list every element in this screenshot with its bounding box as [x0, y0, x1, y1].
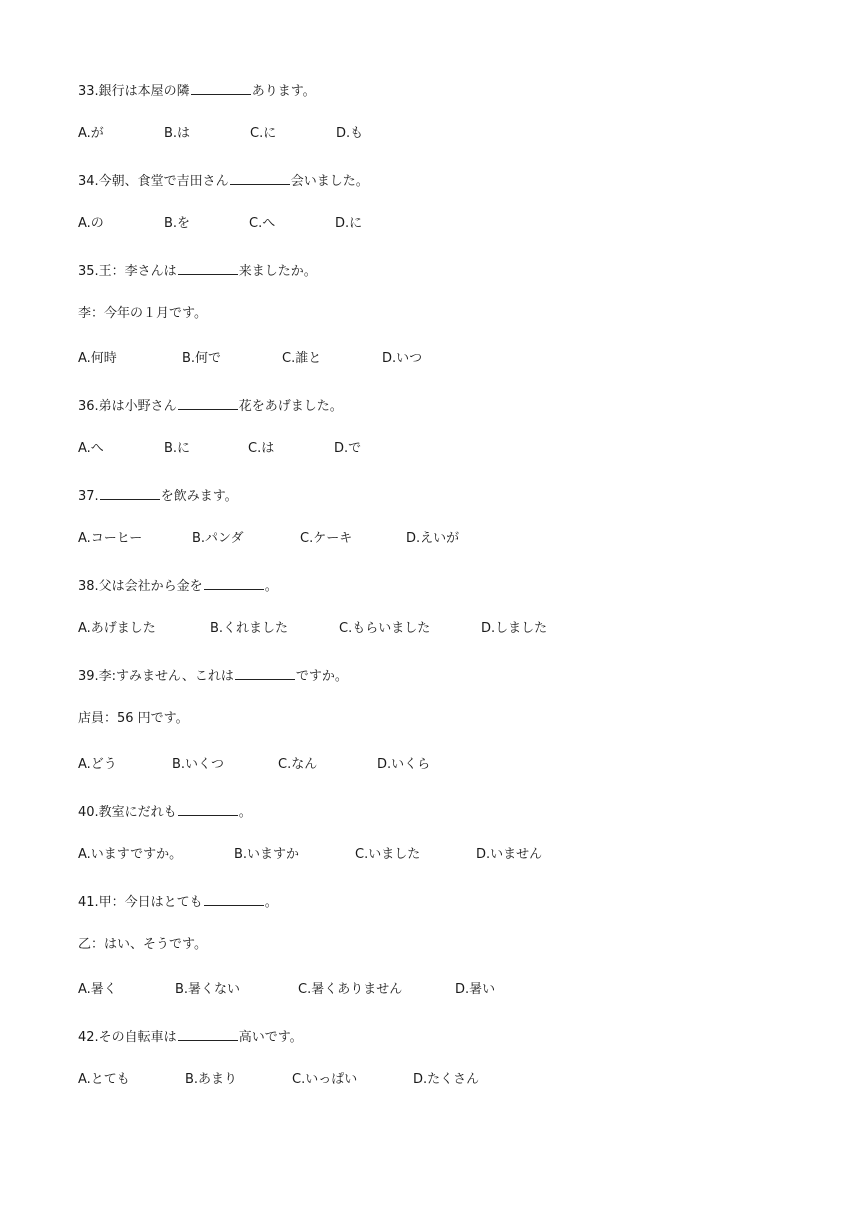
question-text: 39.李:すみません、これは	[78, 669, 234, 684]
question-36-stem	[78, 395, 343, 416]
question-39-stem	[78, 665, 348, 686]
option-b: B.いくつ	[172, 757, 225, 772]
question-38-options	[78, 620, 547, 638]
question-text: を飲みます。	[160, 489, 238, 504]
option-d: D.で	[334, 441, 362, 456]
question-33-stem	[78, 80, 316, 101]
option-a: A.の	[78, 216, 104, 231]
option-a: A.暑く	[78, 982, 117, 997]
question-39-options	[78, 756, 430, 774]
option-b: B.に	[164, 441, 191, 456]
option-d: D.いません	[476, 847, 543, 862]
option-a: A.コーヒー	[78, 531, 143, 546]
option-a: A.が	[78, 126, 104, 141]
option-b: B.いますか	[234, 847, 300, 862]
question-37-options	[78, 530, 459, 548]
option-b: B.暑くない	[175, 982, 241, 997]
question-text: 33.銀行は本屋の隣	[78, 84, 190, 99]
option-d: D.も	[336, 126, 364, 141]
option-c: C.暑くありません	[298, 982, 403, 997]
question-text: 。	[264, 579, 278, 594]
option-b: B.あまり	[185, 1072, 238, 1087]
answer-blank	[100, 485, 160, 500]
question-40-options	[78, 846, 542, 864]
question-text: 42.その自転車は	[78, 1030, 177, 1045]
option-d: D.に	[335, 216, 363, 231]
answer-blank	[235, 665, 295, 680]
question-text: 34.今朝、食堂で吉田さん	[78, 174, 229, 189]
option-d: D.たくさん	[413, 1072, 480, 1087]
question-text: 。	[238, 805, 252, 820]
option-c: C.は	[248, 441, 275, 456]
question-41-dialog: 乙：はい、そうです。	[78, 937, 207, 952]
answer-blank	[178, 260, 238, 275]
question-text: 40.教室にだれも	[78, 805, 177, 820]
question-34-stem	[78, 170, 369, 191]
option-b: B.は	[164, 126, 191, 141]
answer-blank	[178, 395, 238, 410]
option-c: C.いました	[355, 847, 421, 862]
question-42-options	[78, 1071, 479, 1089]
question-text: 36.弟は小野さん	[78, 399, 177, 414]
question-text: 来ましたか。	[238, 264, 317, 279]
question-34-options	[78, 215, 362, 233]
option-c: C.に	[250, 126, 277, 141]
question-text: 38.父は会社から金を	[78, 579, 203, 594]
option-a: A.どう	[78, 757, 117, 772]
question-36-options	[78, 440, 361, 458]
option-d: D.暑い	[455, 982, 496, 997]
option-a: A.とても	[78, 1072, 130, 1087]
option-d: D.いくら	[377, 757, 431, 772]
question-41-stem	[78, 891, 278, 912]
option-c: C.もらいました	[339, 621, 431, 636]
question-text: ですか。	[295, 669, 348, 684]
option-a: A.いますですか。	[78, 847, 183, 862]
option-a: A.何時	[78, 351, 117, 366]
answer-blank	[178, 801, 238, 816]
option-b: B.何で	[182, 351, 222, 366]
option-d: D.しました	[481, 621, 548, 636]
answer-blank	[204, 575, 264, 590]
question-text: 41.甲：今日はとても	[78, 895, 203, 910]
question-39-dialog: 店員：56 円です。	[78, 711, 189, 726]
option-c: C.誰と	[282, 351, 322, 366]
question-41-options	[78, 981, 495, 999]
question-38-stem	[78, 575, 278, 596]
option-b: B.を	[164, 216, 191, 231]
question-35-dialog: 李：今年の１月です。	[78, 306, 207, 321]
question-42-stem	[78, 1026, 303, 1047]
answer-blank	[230, 170, 290, 185]
question-text: 高いです。	[238, 1030, 303, 1045]
question-text: 会いました。	[290, 174, 369, 189]
option-b: B.パンダ	[192, 531, 244, 546]
answer-blank	[204, 891, 264, 906]
question-text: 花をあげました。	[238, 399, 343, 414]
option-c: C.へ	[249, 216, 276, 231]
question-text: 37.	[78, 489, 99, 504]
option-a: A.あげました	[78, 621, 156, 636]
question-35-options	[78, 350, 422, 368]
answer-blank	[191, 80, 251, 95]
question-37-stem	[78, 485, 238, 506]
option-d: D.いつ	[382, 351, 423, 366]
question-text: 。	[264, 895, 278, 910]
question-text: 35.王：李さんは	[78, 264, 177, 279]
option-b: B.くれました	[210, 621, 289, 636]
question-text: あります。	[251, 84, 316, 99]
question-35-stem	[78, 260, 317, 281]
option-a: A.へ	[78, 441, 104, 456]
question-33-options	[78, 125, 363, 143]
option-c: C.なん	[278, 757, 318, 772]
answer-blank	[178, 1026, 238, 1041]
option-c: C.いっぱい	[292, 1072, 358, 1087]
question-40-stem	[78, 801, 252, 822]
option-c: C.ケーキ	[300, 531, 353, 546]
option-d: D.えいが	[406, 531, 460, 546]
